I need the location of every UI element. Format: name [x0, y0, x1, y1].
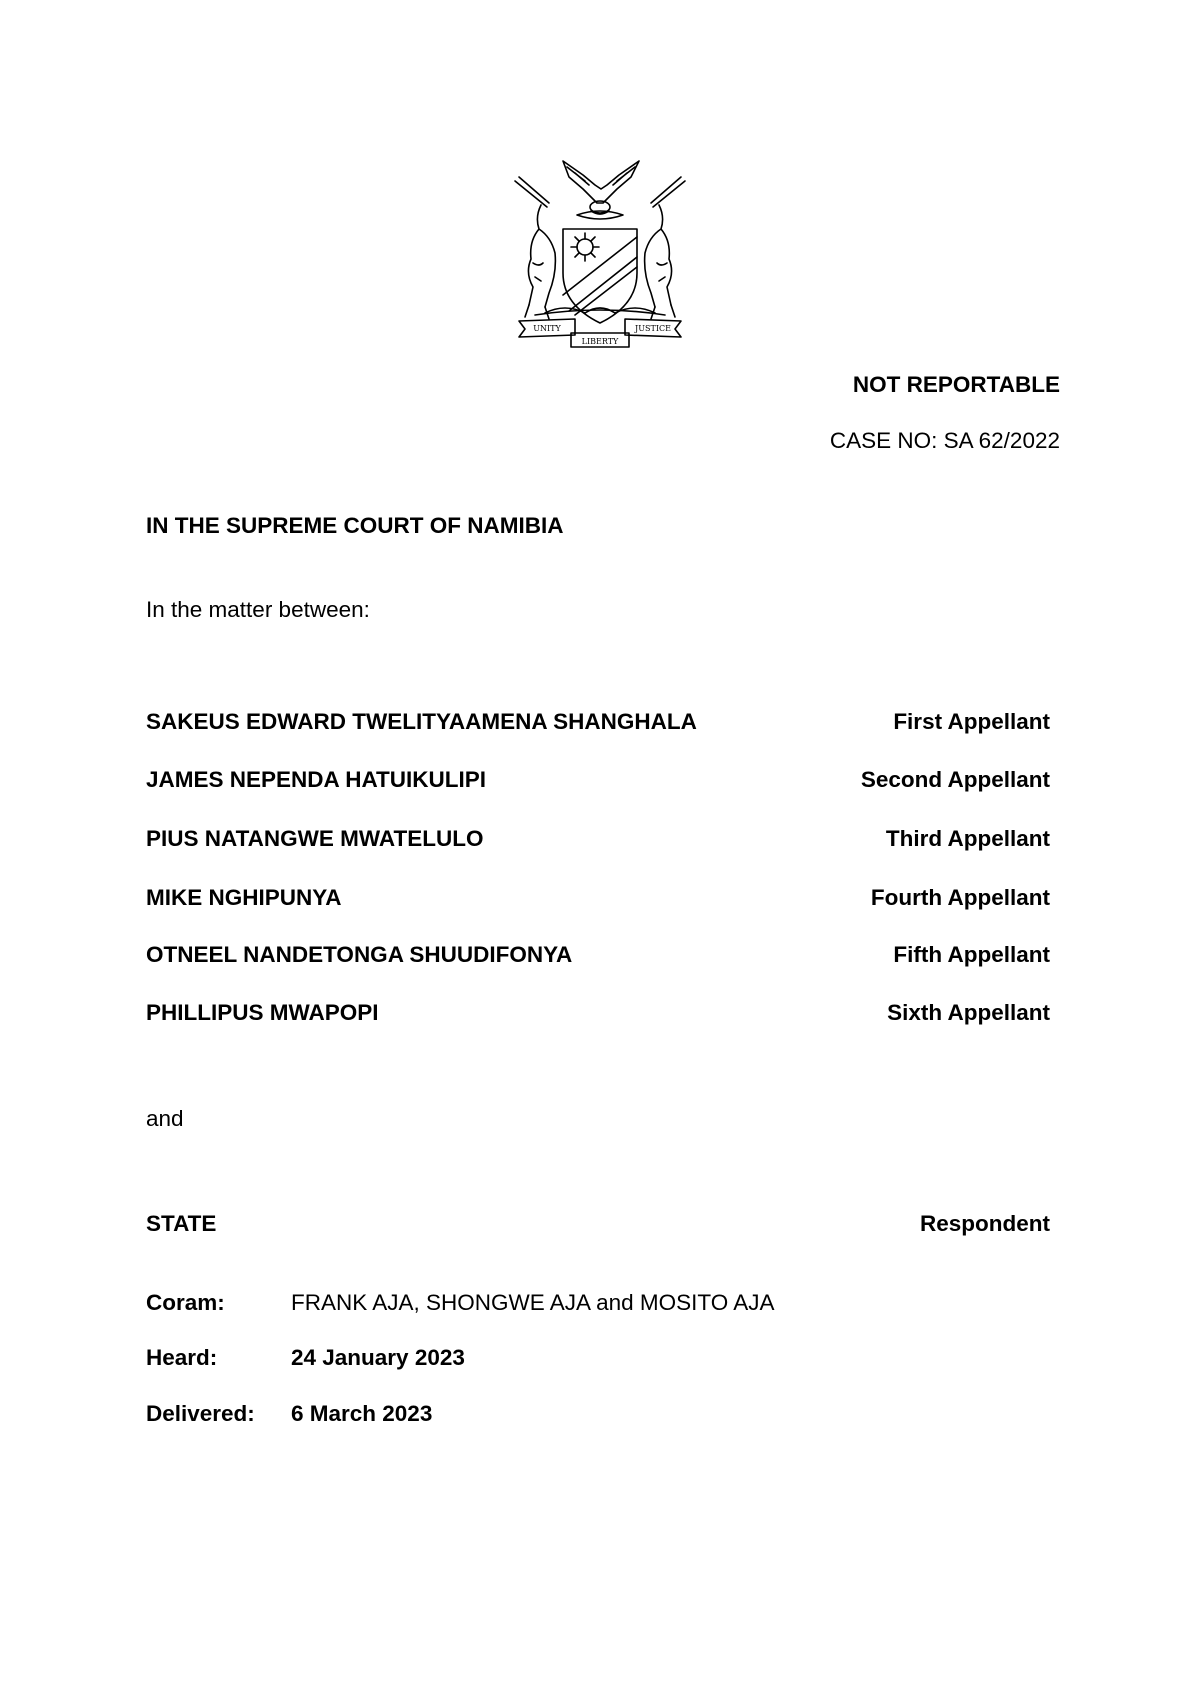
party-role: Fourth Appellant [870, 885, 1050, 910]
heard-date: 24 January 2023 [291, 1345, 465, 1370]
coat-of-arms-emblem [505, 155, 695, 350]
delivered-label: Delivered: [146, 1401, 255, 1426]
coram-value: FRANK AJA, SHONGWE AJA and MOSITO AJA [291, 1290, 775, 1315]
party-role: Sixth Appellant [887, 1000, 1050, 1025]
court-name: IN THE SUPREME COURT OF NAMIBIA [146, 513, 564, 538]
party-name: SAKEUS EDWARD TWELITYAAMENA SHANGHALA [146, 709, 697, 734]
respondent-name: STATE [146, 1211, 217, 1236]
party-role: Third Appellant [885, 826, 1050, 851]
party-name: OTNEEL NANDETONGA SHUUDIFONYA [146, 942, 573, 967]
not-reportable-label: NOT REPORTABLE [852, 372, 1060, 397]
matter-intro: In the matter between: [146, 597, 370, 622]
coram-label: Coram: [146, 1290, 225, 1315]
party-name: PIUS NATANGWE MWATELULO [146, 826, 484, 851]
motto-unity: UNITY [533, 324, 561, 333]
party-role: Fifth Appellant [893, 942, 1050, 967]
and-separator: and [146, 1106, 184, 1131]
case-number: CASE NO: SA 62/2022 [829, 428, 1060, 453]
heard-label: Heard: [146, 1345, 218, 1370]
party-name: PHILLIPUS MWAPOPI [146, 1000, 379, 1025]
motto-liberty: LIBERTY [581, 337, 619, 346]
motto-justice: JUSTICE [635, 324, 671, 333]
party-name: JAMES NEPENDA HATUIKULIPI [146, 767, 487, 792]
party-name: MIKE NGHIPUNYA [146, 885, 342, 910]
respondent-role: Respondent [919, 1211, 1050, 1236]
party-role: Second Appellant [860, 767, 1050, 792]
delivered-date: 6 March 2023 [291, 1401, 433, 1426]
party-role: First Appellant [893, 709, 1050, 734]
